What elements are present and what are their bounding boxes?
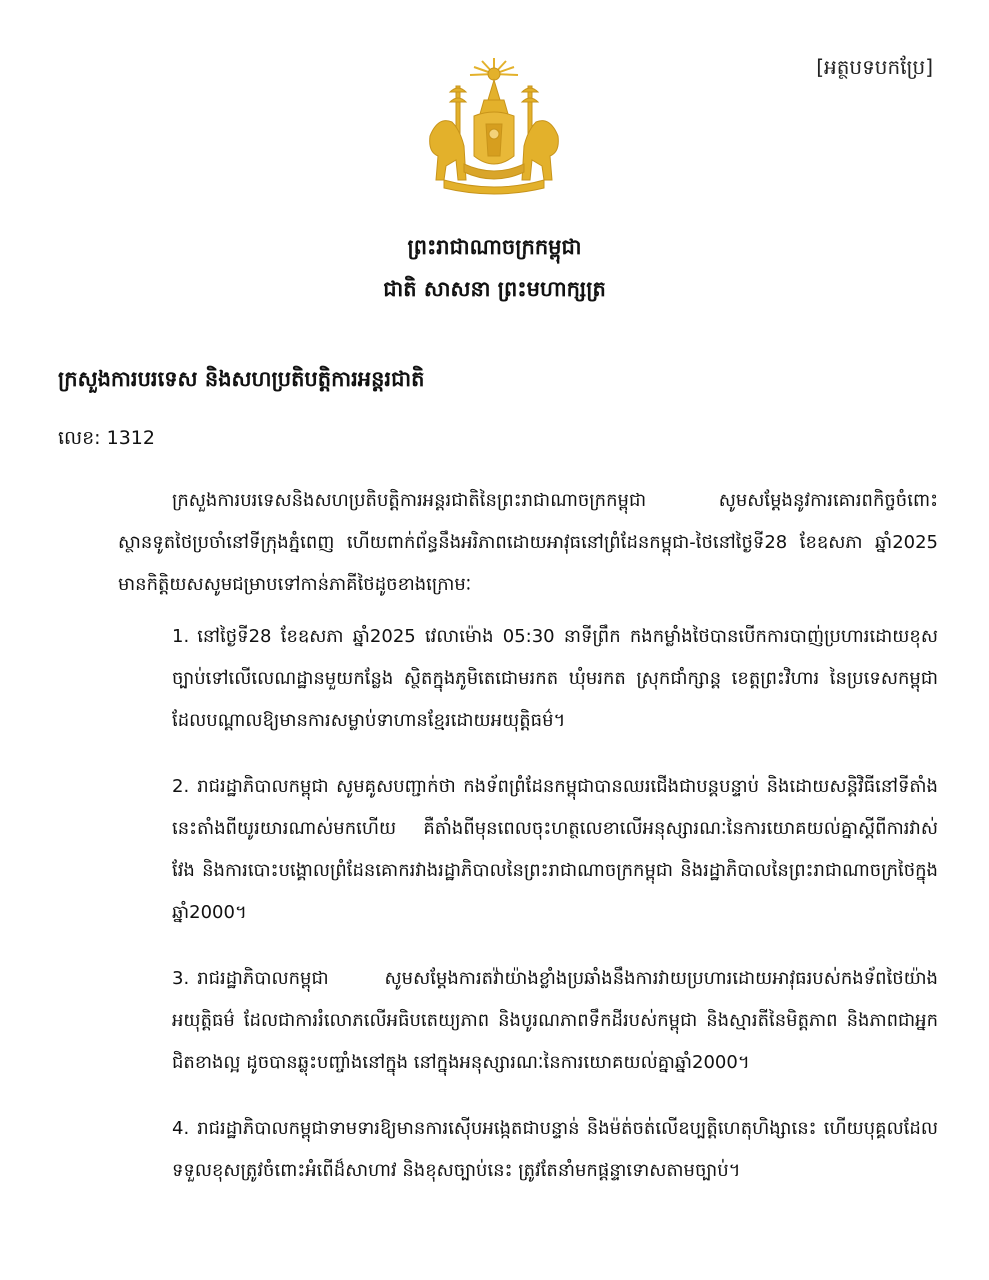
point-text: រាជរដ្ឋាភិបាលកម្ពុជា សូមសម្តែងការតវ៉ាយ៉ាងខ្លាំងប្រឆាំងនឹងការវាយប្រហារដោយអាវុធរបស់កងទ័ពថៃយ៉ាងអយុត្តិធម៌ ដែលជាការរំលោភលើអធិបតេយ្យភាព និងបូរណភាពទឹកដីរបស់កម្ពុជា និងស្មារតីនៃមិត្តភាព និងភាពជាអ្នកជិតខាងល្អ ដូចបានឆ្លុះបញ្ចាំងនៅក្នុង នៅក្នុងអនុស្សារណៈនៃការយោគយល់គ្នាឆ្នាំ2000។ [172,968,938,1073]
point-number: 2. [172,776,190,797]
point-text: នៅថ្ងៃទី28 ខែឧសភា ឆ្នាំ2025 វេលាម៉ោង 05:30 នាទីព្រឹក កងកម្លាំងថៃបានបើកការបាញ់ប្រហារដោយខុសច្បាប់ទៅលើលេណដ្ឋានមួយកន្លែង ស្ថិតក្នុងភូមិតេជោមរកត ឃុំមរកត ស្រុកជាំក្សាន្ត ខេត្តព្រះវិហារ នៃប្រទេសកម្ពុជា ដែលបណ្តាលឱ្យមានការសម្លាប់ទាហានខ្មែរដោយអយុត្តិធម៌។ [172,626,938,731]
reference-number: លេខ: 1312 [58,427,155,449]
royal-arms-icon [420,56,568,198]
point-number: 1. [172,626,190,647]
translation-note: [អត្ថបទបកប្រែ] [816,55,933,79]
list-item [172,958,938,1084]
point-text: រាជរដ្ឋាភិបាលកម្ពុជា សូមគូសបញ្ជាក់ថា កងទ័ពព្រំដែនកម្ពុជាបានឈរជើងជាបន្តបន្ទាប់ និងដោយសន្តិវិធីនៅទីតាំងនេះតាំងពីយូរយារណាស់មកហើយ គឺតាំងពីមុនពេលចុះហត្ថលេខាលើអនុស្សារណៈនៃការយោគយល់គ្នាស្តីពីការវាស់វែង និងការបោះបង្គោលព្រំដែនគោករវាងរដ្ឋាភិបាលនៃព្រះរាជាណាចក្រកម្ពុជា និងរដ្ឋាភិបាលនៃព្រះរាជាណាចក្រថៃក្នុងឆ្នាំ2000។ [172,776,938,923]
point-number: 4. [172,1118,190,1139]
intro-paragraph: ក្រសួងការបរទេសនិងសហប្រតិបត្តិការអន្តរជាតិនៃព្រះរាជាណាចក្រកម្ពុជា សូមសម្តែងនូវការគោរពកិច្ចចំពោះស្ថានទូតថៃប្រចាំនៅទីក្រុងភ្នំពេញ ហើយពាក់ព័ន្ធនឹងអរិភាពដោយអាវុធនៅព្រំដែនកម្ពុជា-ថៃនៅថ្ងៃទី28 ខែឧសភា ឆ្នាំ2025 មានកិត្តិយសសូមជម្រាបទៅកាន់ភាគីថៃដូចខាងក្រោមៈ [118,490,938,595]
kingdom-name: ព្រះរាជាណាចក្រកម្ពុជា [407,235,582,259]
point-text: រាជរដ្ឋាភិបាលកម្ពុជាទាមទារឱ្យមានការស៊ើបអង្កេតជាបន្ទាន់ និងម៉ត់ចត់លើឧប្បត្តិហេតុហិង្សានេះ ហើយបុគ្គលដែលទទួលខុសត្រូវចំពោះអំពើដ៏សាហាវ និងខុសច្បាប់នេះ ត្រូវតែនាំមកផ្តន្ទាទោសតាមច្បាប់។ [172,1118,938,1181]
list-item [172,616,938,742]
kingdom-heading [0,226,989,310]
national-motto: ជាតិ សាសនា ព្រះមហាក្សត្រ [383,277,606,301]
point-number: 3. [172,968,190,989]
points-list [172,616,938,1216]
list-item [172,766,938,934]
ministry-name: ក្រសួងការបរទេស និងសហប្រតិបត្តិការអន្តរជាតិ [58,367,425,391]
list-item [172,1108,938,1192]
